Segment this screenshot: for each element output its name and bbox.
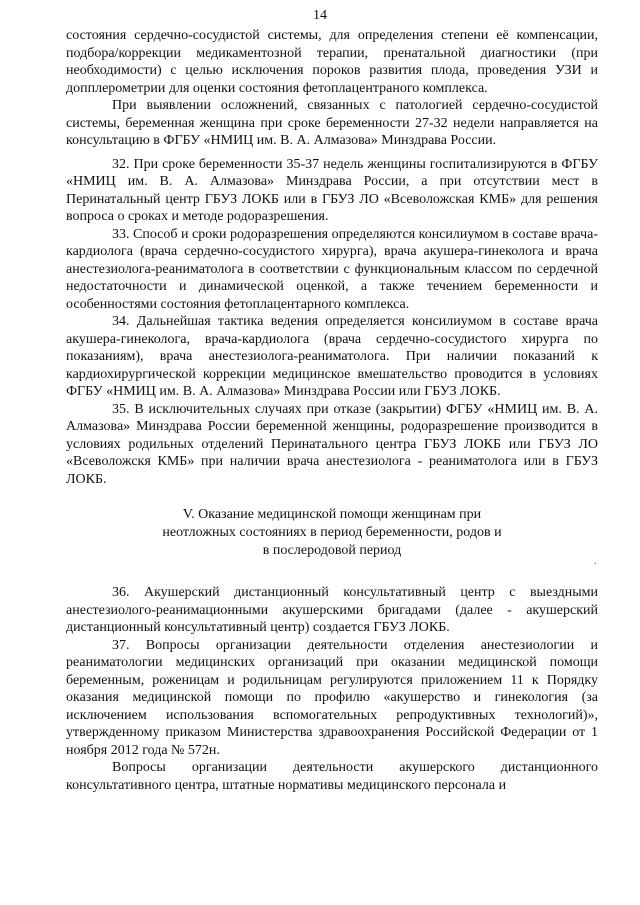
scan-dot: . xyxy=(594,556,597,567)
paragraph-34: 34. Дальнейшая тактика ведения определяется консилиумом в составе врача акушера-гинеколога, врача-кардиолога (врача сердечно-сосудистого хирурга по показаниям), врача анестезиолога-реаниматолога. При наличии показаний к кардиохирургической коррекции медицинское вмешательство проводится в условиях ФГБУ «НМИЦ им. В. А. Алмазова» Минздрава России или ГБУЗ ЛОКБ. xyxy=(66,314,598,399)
section-heading xyxy=(66,506,598,560)
paragraph-37: 37. Вопросы организации деятельности отделения анестезиологии и реаниматологии медицинских организаций при оказании медицинской помощи беременным, роженицам и родильницам регулируются приложением 11 к Порядку оказания медицинской помощи по профилю «акушерство и гинекология (за исключением использования вспомогательных репродуктивных технологий)», утвержденному приказом Министерства здравоохранения Российской Федерации от 1 ноября 2012 года № 572н. xyxy=(66,637,598,758)
section-heading-line-1: V. Оказание медицинской помощи женщинам при xyxy=(182,507,482,522)
paragraph-36: 36. Акушерский дистанционный консультативный центр с выездными анестезиолого-реанимационными акушерскими бригадами (далее - акушерский дистанционный консультативный центр) создается ГБУЗ ЛОКБ. xyxy=(66,585,598,635)
paragraph-organization: Вопросы организации деятельности акушерского дистанционного консультативного центра, штатные нормативы медицинского персонала и xyxy=(66,760,598,793)
paragraph-35: 35. В исключительных случаях при отказе (закрытии) ФГБУ «НМИЦ им. В. А. Алмазова» Минздрава России беременной женщины, родоразрешение производится в условиях родильных отделений Перинатального центра ГБУЗ ЛОКБ или ГБУЗ ЛО «Всеволожскя КМБ» при наличии врача анестезиолога - реаниматолога или в ГБУЗ ЛОКБ. xyxy=(66,401,598,487)
section-heading-line-3: в послеродовой период xyxy=(262,543,402,558)
paragraph-complications: При выявлении осложнений, связанных с патологией сердечно-сосудистой системы, беременная женщина при сроке беременности 27-32 недели направляется на консультацию в ФГБУ «НМИЦ им. В. А. Алмазова» Минздрава России. xyxy=(66,98,598,148)
paragraph-continuation: состояния сердечно-сосудистой системы, для определения степени её компенсации, подбора/коррекции медикаментозной терапии, пренатальной диагностики (при необходимости) с целью исключения пороков развития плода, проведения УЗИ и допплерометрии для оценки состояния фетоплацентраного комплекса. xyxy=(66,28,598,96)
paragraph-33: 33. Способ и сроки родоразрешения определяются консилиумом в составе врача-кардиолога (врача сердечно-сосудистого хирурга), врача акушера-гинеколога и врача анестезиолога-реаниматолога в соответствии с функциональным классом по сердечной недостаточности и динамической оценкой, а также течением беременности и особенностями состояния фетоплацентарного комплекса. xyxy=(66,226,598,312)
section-heading-line-2: неотложных состояниях в период беременности, родов и xyxy=(162,525,502,540)
page-number: 14 xyxy=(313,8,327,23)
page-content xyxy=(66,27,598,794)
paragraph-32: 32. При сроке беременности 35-37 недель женщины госпитализируются в ФГБУ «НМИЦ им. В. А. Алмазова» Минздрава России, а при отсутствии мест в Перинатальный центр ГБУЗ ЛОКБ или в ГБУЗ ЛО «Всеволожская КМБ» для решения вопроса о сроках и методе родоразрешения. xyxy=(66,156,598,224)
